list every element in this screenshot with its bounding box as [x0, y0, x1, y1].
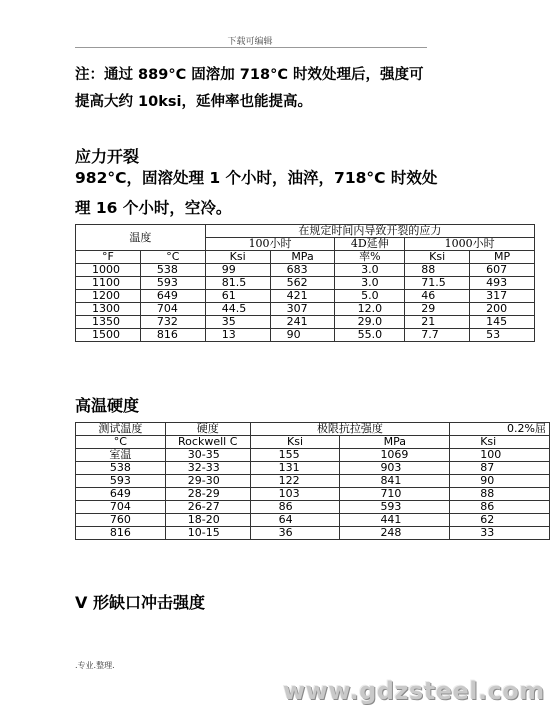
table-cell: 86	[250, 501, 340, 514]
table-cell: 86	[450, 501, 550, 514]
table-cell: 607	[470, 264, 535, 277]
table-cell: 683	[270, 264, 335, 277]
table-cell: 1069	[340, 449, 450, 462]
table-cell: 1350	[76, 316, 141, 329]
table-cell: 538	[76, 462, 166, 475]
table-cell: 53	[470, 329, 535, 342]
stress-temp-header: 温度	[76, 225, 206, 251]
table-cell: 593	[340, 501, 450, 514]
table-cell: 1300	[76, 303, 141, 316]
table-cell: 35	[205, 316, 270, 329]
unit-cell: °F	[76, 251, 141, 264]
table-cell: 90	[270, 329, 335, 342]
page-header: 下载可编辑	[227, 37, 273, 47]
table-cell: 732	[140, 316, 205, 329]
table-cell: 241	[270, 316, 335, 329]
table-row	[76, 527, 550, 540]
stress-table	[75, 224, 535, 342]
table-cell: 18-20	[165, 514, 250, 527]
table-cell: 55.0	[335, 329, 405, 342]
table-cell: 5.0	[335, 290, 405, 303]
unit-cell: Ksi	[450, 436, 550, 449]
unit-cell: Ksi	[250, 436, 340, 449]
table-cell: 307	[270, 303, 335, 316]
header-divider	[75, 47, 427, 48]
stress-1000h-header: 1000小时	[405, 238, 535, 251]
stress-section-title: 应力开裂	[75, 147, 140, 166]
table-row	[76, 277, 535, 290]
table-cell: 3.0	[335, 277, 405, 290]
stress-table-wrapper	[75, 224, 511, 342]
stress-4d-header: 4D延伸	[335, 238, 405, 251]
table-row	[76, 488, 550, 501]
unit-cell: Rockwell C	[165, 436, 250, 449]
table-cell: 903	[340, 462, 450, 475]
table-cell: 841	[340, 475, 450, 488]
table-cell: 13	[205, 329, 270, 342]
table-cell: 44.5	[205, 303, 270, 316]
unit-cell: MP	[470, 251, 535, 264]
table-cell: 26-27	[165, 501, 250, 514]
table-row	[76, 264, 535, 277]
table-cell: 61	[205, 290, 270, 303]
hardness-yield-header: 0.2%屈	[450, 423, 550, 436]
page-footer: .专业.整理.	[75, 661, 115, 670]
table-cell: 28-29	[165, 488, 250, 501]
table-cell: 131	[250, 462, 340, 475]
hardness-table-wrapper	[75, 422, 546, 540]
hardness-tensile-header: 极限抗拉强度	[250, 423, 450, 436]
impact-section-title: V 形缺口冲击强度	[75, 593, 205, 612]
table-cell: 7.7	[405, 329, 470, 342]
table-cell: 100	[450, 449, 550, 462]
table-cell: 704	[140, 303, 205, 316]
table-cell: 室温	[76, 449, 166, 462]
hardness-temp-header: 测试温度	[76, 423, 166, 436]
table-cell: 29.0	[335, 316, 405, 329]
table-cell: 248	[340, 527, 450, 540]
table-cell: 103	[250, 488, 340, 501]
note-line-1: 注：通过 889°C 固溶加 718°C 时效处理后，强度可	[75, 67, 424, 83]
table-cell: 33	[450, 527, 550, 540]
table-cell: 816	[140, 329, 205, 342]
table-cell: 155	[250, 449, 340, 462]
table-cell: 99	[205, 264, 270, 277]
table-row	[76, 290, 535, 303]
table-row	[76, 462, 550, 475]
table-cell: 145	[470, 316, 535, 329]
table-cell: 81.5	[205, 277, 270, 290]
table-cell: 30-35	[165, 449, 250, 462]
unit-cell: °C	[76, 436, 166, 449]
table-cell: 122	[250, 475, 340, 488]
table-cell: 1100	[76, 277, 141, 290]
unit-cell: °C	[140, 251, 205, 264]
table-cell: 704	[76, 501, 166, 514]
table-cell: 62	[450, 514, 550, 527]
table-cell: 71.5	[405, 277, 470, 290]
table-cell: 1000	[76, 264, 141, 277]
table-cell: 12.0	[335, 303, 405, 316]
table-row	[76, 329, 535, 342]
stress-desc-line-1: 982°C，固溶处理 1 个小时，油淬，718°C 时效处	[75, 169, 438, 187]
table-cell: 29	[405, 303, 470, 316]
unit-cell: Ksi	[205, 251, 270, 264]
table-cell: 90	[450, 475, 550, 488]
table-cell: 441	[340, 514, 450, 527]
table-cell: 46	[405, 290, 470, 303]
table-row	[76, 501, 550, 514]
table-cell: 562	[270, 277, 335, 290]
table-cell: 29-30	[165, 475, 250, 488]
hardness-table	[75, 422, 550, 540]
table-cell: 36	[250, 527, 340, 540]
table-cell: 88	[405, 264, 470, 277]
table-cell: 593	[140, 277, 205, 290]
table-cell: 816	[76, 527, 166, 540]
table-cell: 538	[140, 264, 205, 277]
table-cell: 1500	[76, 329, 141, 342]
table-cell: 32-33	[165, 462, 250, 475]
table-cell: 710	[340, 488, 450, 501]
table-cell: 593	[76, 475, 166, 488]
table-cell: 493	[470, 277, 535, 290]
table-cell: 649	[76, 488, 166, 501]
table-cell: 649	[140, 290, 205, 303]
table-cell: 10-15	[165, 527, 250, 540]
hardness-hard-header: 硬度	[165, 423, 250, 436]
unit-cell: MPa	[270, 251, 335, 264]
table-cell: 21	[405, 316, 470, 329]
unit-cell: MPa	[340, 436, 450, 449]
table-cell: 760	[76, 514, 166, 527]
unit-cell: Ksi	[405, 251, 470, 264]
stress-100h-header: 100小时	[205, 238, 335, 251]
table-row	[76, 475, 550, 488]
table-cell: 421	[270, 290, 335, 303]
table-cell: 200	[470, 303, 535, 316]
stress-4d-unit: 率%	[335, 251, 405, 264]
table-row	[76, 316, 535, 329]
watermark-logo: www.gdzsteel.com	[283, 677, 545, 705]
table-cell: 3.0	[335, 264, 405, 277]
table-cell: 88	[450, 488, 550, 501]
stress-group-header: 在规定时间内导致开裂的应力	[205, 225, 534, 238]
note-line-2: 提高大约 10ksi，延伸率也能提高。	[75, 94, 312, 110]
table-cell: 317	[470, 290, 535, 303]
table-row	[76, 514, 550, 527]
table-row	[76, 303, 535, 316]
table-cell: 64	[250, 514, 340, 527]
hardness-section-title: 高温硬度	[75, 396, 140, 415]
table-cell: 1200	[76, 290, 141, 303]
stress-desc-line-2: 理 16 个小时，空冷。	[75, 199, 232, 217]
table-cell: 87	[450, 462, 550, 475]
table-row	[76, 449, 550, 462]
